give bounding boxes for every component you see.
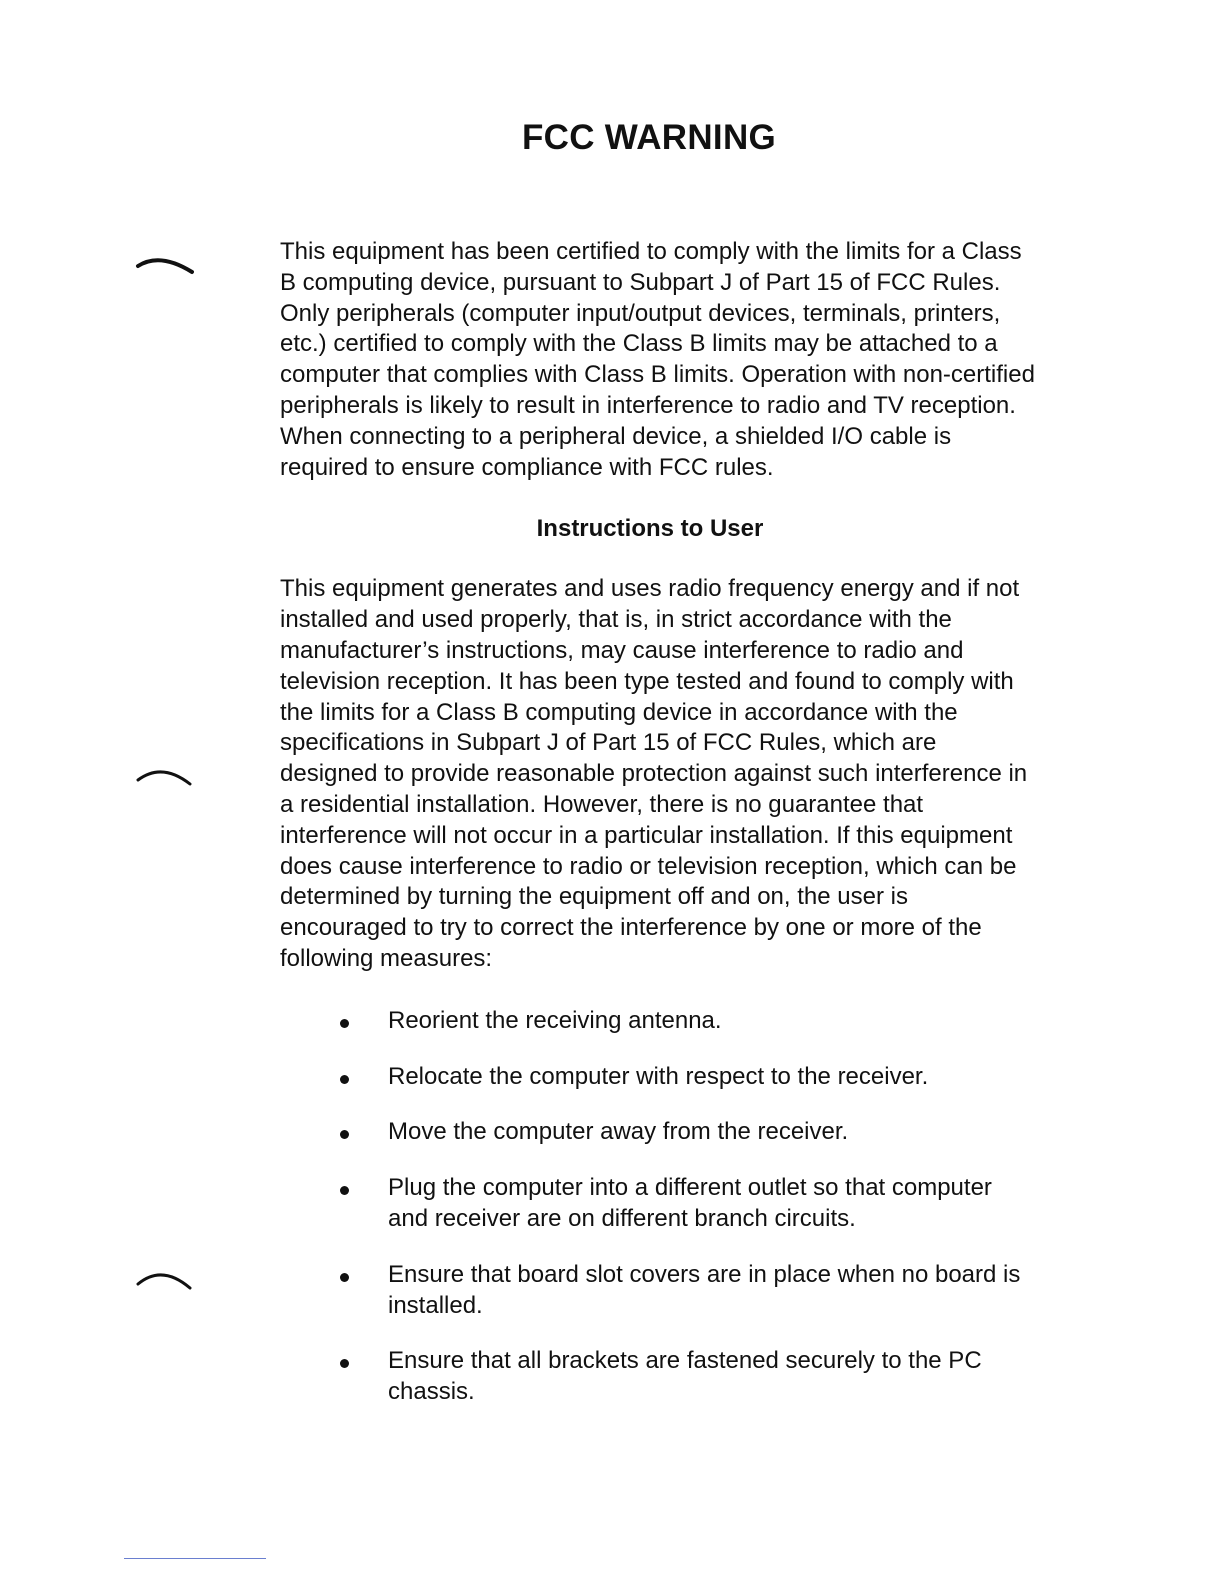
bullet-icon — [340, 1186, 349, 1195]
measure-text: Ensure that all brackets are fastened securely to the PC chassis. — [388, 1347, 982, 1406]
measure-text: Move the computer away from the receiver. — [388, 1118, 849, 1146]
punch-hole-mark-middle — [134, 760, 194, 790]
measures-list — [280, 1006, 1040, 1408]
instructions-heading: Instructions to User — [536, 515, 764, 543]
list-item — [280, 1117, 1028, 1148]
measure-text: Plug the computer into a different outlet so that computer and receiver are on different branch circuits. — [388, 1174, 992, 1232]
punch-hole-mark-top — [134, 250, 194, 280]
list-item — [280, 1260, 1028, 1322]
measure-text: Reorient the receiving antenna. — [388, 1006, 722, 1034]
punch-hole-mark-bottom — [134, 1264, 194, 1294]
bullet-icon — [340, 1130, 349, 1139]
bullet-icon — [340, 1075, 349, 1084]
measure-text: Relocate the computer with respect to the receiver. — [388, 1062, 929, 1090]
bullet-icon — [340, 1359, 349, 1368]
footer-divider — [124, 1558, 266, 1559]
measure-text: Ensure that board slot covers are in place when no board is installed. — [388, 1260, 1021, 1319]
document-body — [280, 237, 1040, 1433]
list-item — [280, 1173, 1028, 1235]
page-title: FCC WARNING — [521, 118, 777, 157]
list-item — [280, 1346, 1028, 1408]
bullet-icon — [340, 1019, 349, 1028]
instructions-paragraph: This equipment generates and uses radio frequency energy and if not installed and used properly, that is, in strict accordance with the manufacturer’s instructions, may cause interference to radio and television reception. It has been type tested and found to comply with the limits for a Class B computing device in accordance with the specifications in Subpart J of Part 15 of FCC Rules, which are designed to provide reasonable protection against such interference in a residential installation. However, there is no guarantee that interference will not occur in a particular installation. If this equipment does cause interference to radio or television reception, which can be determined by turning the equipment off and on, the user is encouraged to try to correct the interference by one or more of the following measures: — [280, 575, 1028, 972]
bullet-icon — [340, 1273, 349, 1282]
list-item — [280, 1062, 1028, 1093]
intro-paragraph: This equipment has been certified to comply with the limits for a Class B computing device, pursuant to Subpart J of Part 15 of FCC Rules. Only peripherals (computer input/output devices, terminals, printers, etc.) certified to comply with the Class B limits may be attached to a computer that complies with Class B limits. Operation with non-certified peripherals is likely to result in interference to radio and TV reception. When connecting to a peripheral device, a shielded I/O cable is required to ensure compliance with FCC rules. — [280, 238, 1035, 481]
list-item — [280, 1006, 1028, 1037]
